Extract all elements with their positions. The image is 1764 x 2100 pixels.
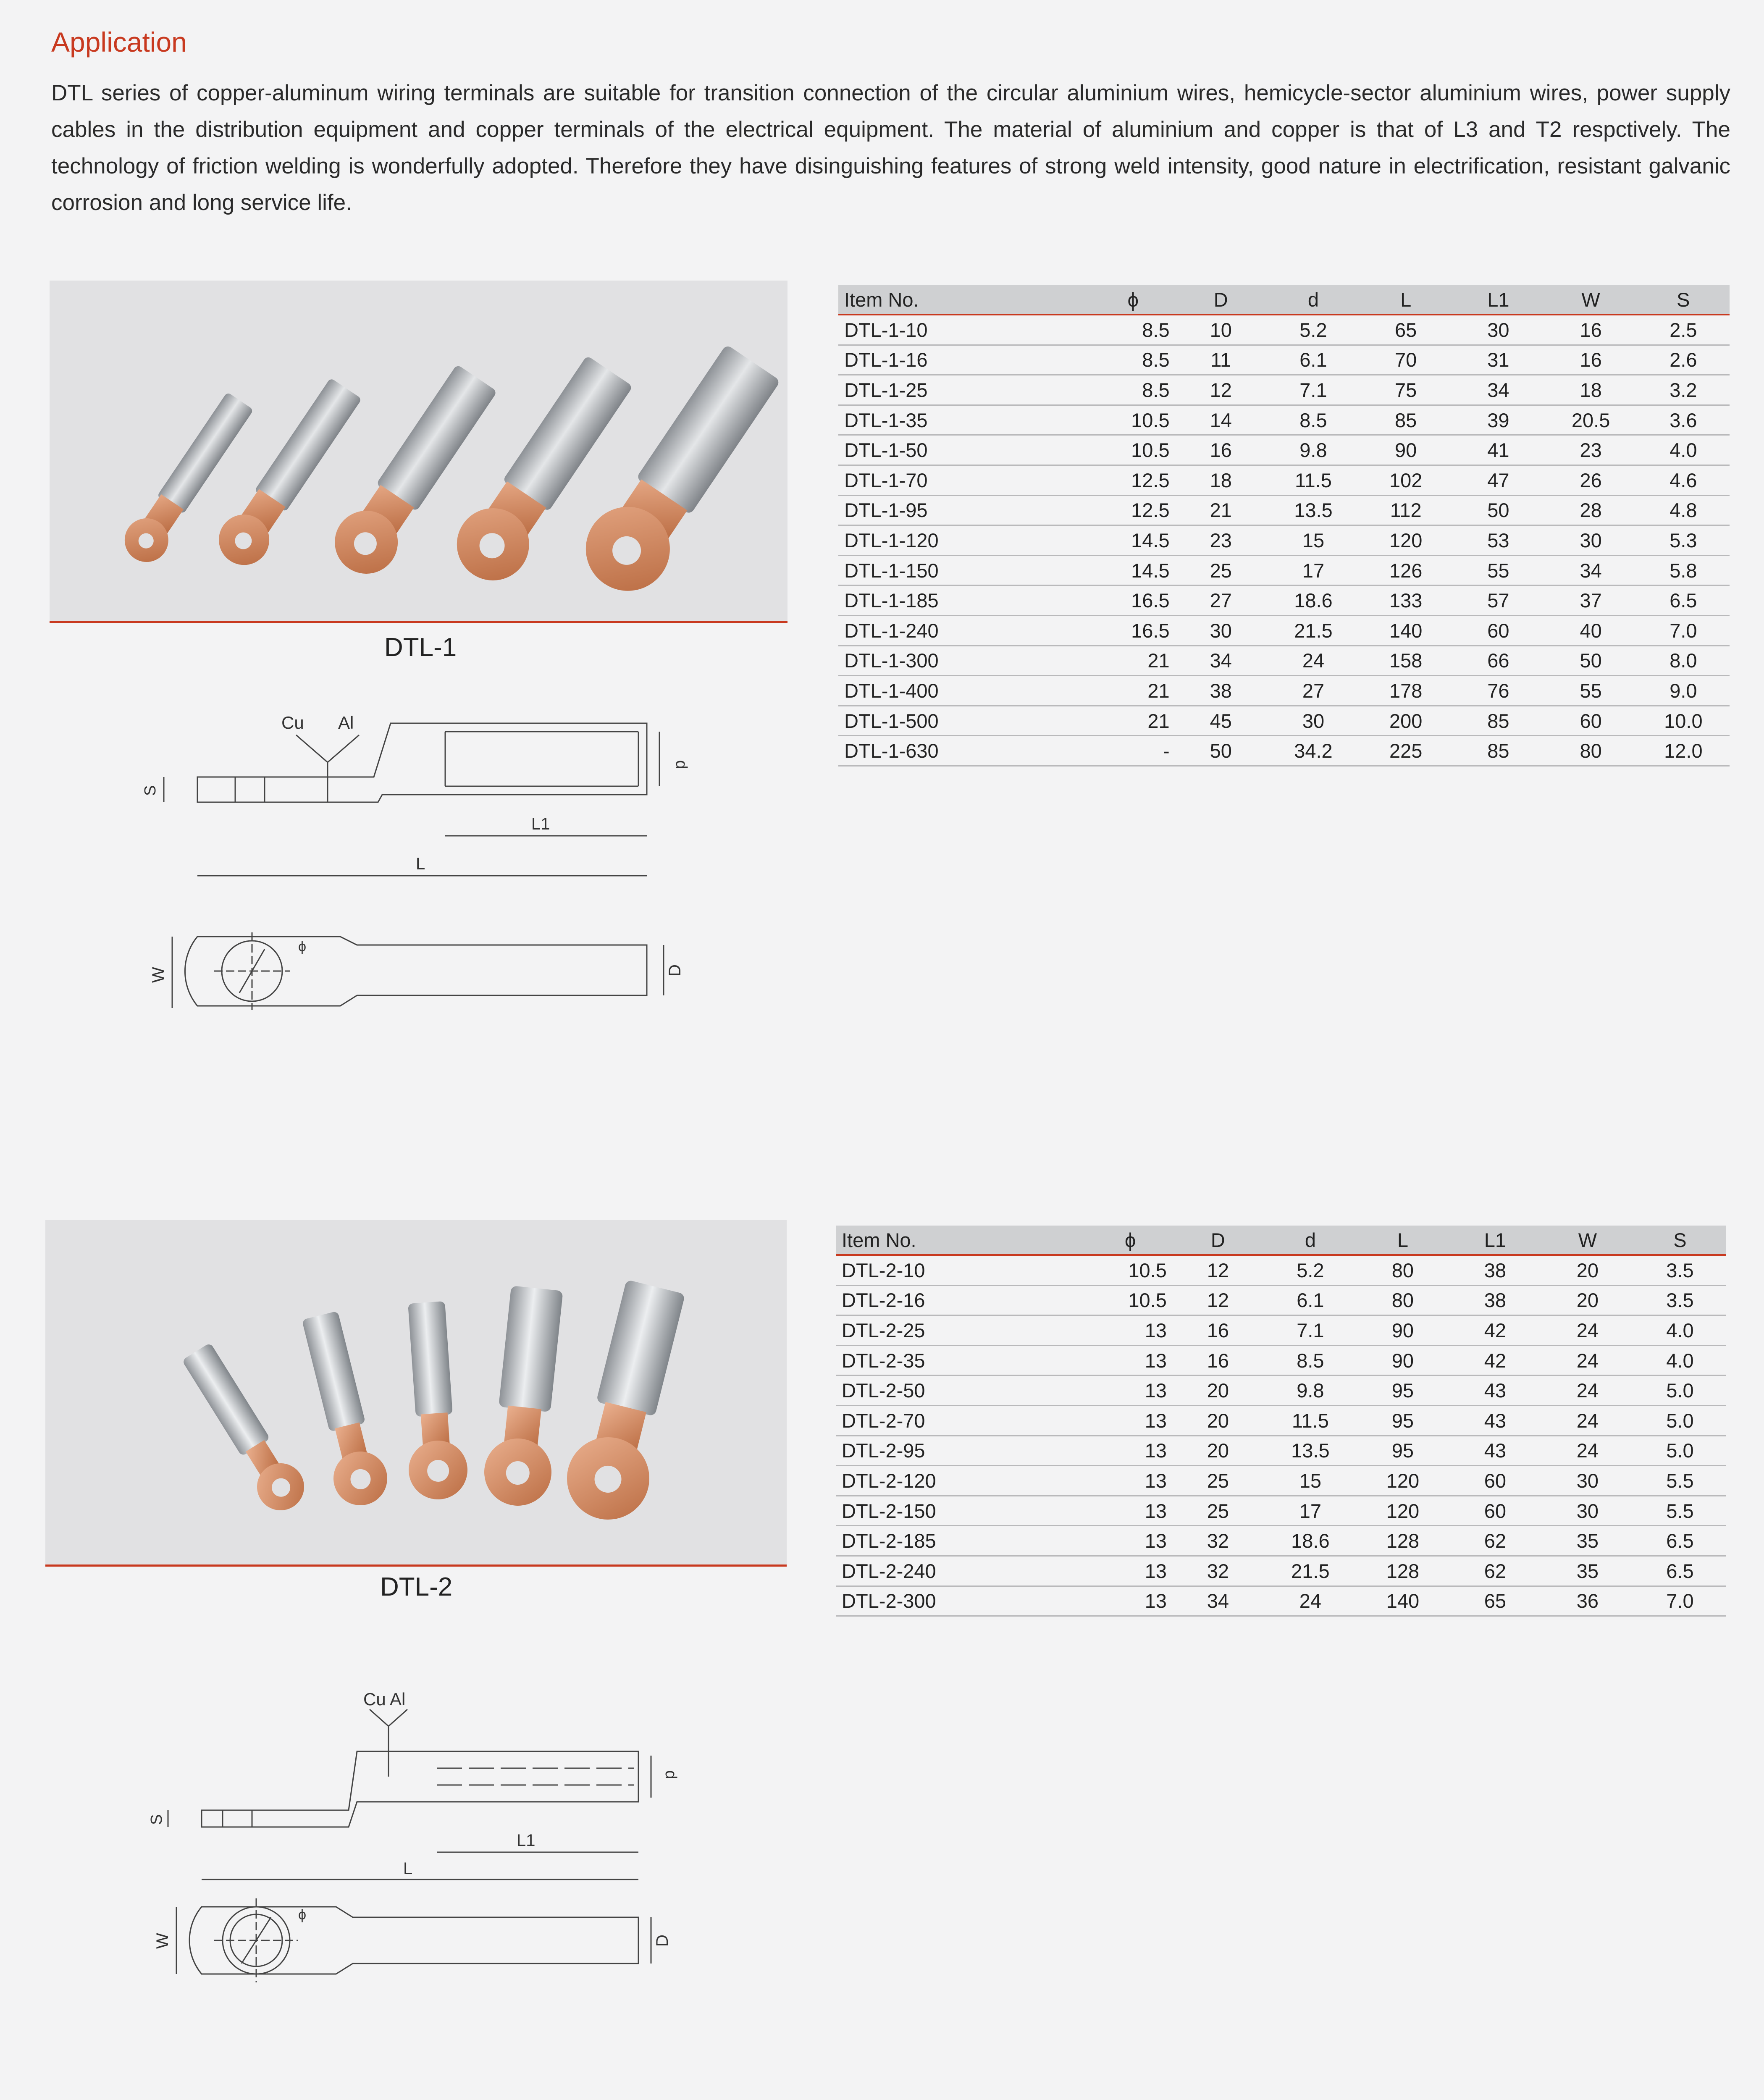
table-row xyxy=(838,315,1730,345)
cell-d: 5.2 xyxy=(1264,1255,1357,1285)
cell-d: 15 xyxy=(1267,525,1360,556)
cell-item-no: DTL-1-400 xyxy=(838,676,1092,706)
cell-d: 34.2 xyxy=(1267,736,1360,766)
table-row xyxy=(838,375,1730,405)
cell-W: 23 xyxy=(1545,435,1637,465)
cell-W: 20 xyxy=(1541,1255,1634,1285)
cell-phi: 8.5 xyxy=(1092,375,1175,405)
table-row xyxy=(838,555,1730,585)
cell-L1: 43 xyxy=(1449,1436,1541,1466)
table-row xyxy=(838,405,1730,435)
table-row xyxy=(838,585,1730,616)
dtl2-w-label: W xyxy=(153,1933,172,1949)
cell-S: 12.0 xyxy=(1637,736,1730,766)
dtl1-s-label: S xyxy=(142,785,159,796)
cell-phi: 21 xyxy=(1092,646,1175,676)
cell-D: 25 xyxy=(1172,1466,1264,1496)
cell-S: 4.8 xyxy=(1637,495,1730,525)
col-S: S xyxy=(1634,1226,1726,1255)
cell-W: 24 xyxy=(1541,1345,1634,1376)
cell-L1: 55 xyxy=(1452,555,1544,585)
cell-W: 60 xyxy=(1545,706,1637,736)
dtl2-d-label: d xyxy=(662,1770,680,1780)
cell-L: 120 xyxy=(1360,525,1452,556)
dtl2-table-body xyxy=(836,1255,1726,1616)
cell-L1: 62 xyxy=(1449,1526,1541,1556)
col-d: d xyxy=(1267,285,1360,315)
col-item-no: Item No. xyxy=(836,1226,1089,1255)
cell-L: 133 xyxy=(1360,585,1452,616)
cell-L: 120 xyxy=(1357,1466,1449,1496)
cell-L1: 66 xyxy=(1452,646,1544,676)
table-row xyxy=(838,525,1730,556)
cell-D: 20 xyxy=(1172,1436,1264,1466)
dtl1-phi-label: ϕ xyxy=(298,939,307,955)
cell-L: 90 xyxy=(1357,1345,1449,1376)
cell-L1: 47 xyxy=(1452,465,1544,495)
cell-phi: 16.5 xyxy=(1092,585,1175,616)
cell-item-no: DTL-2-16 xyxy=(836,1285,1089,1315)
cell-S: 5.0 xyxy=(1634,1405,1726,1436)
table-row xyxy=(838,706,1730,736)
col-phi: ϕ xyxy=(1089,1226,1171,1255)
cell-L: 95 xyxy=(1357,1436,1449,1466)
cell-L1: 85 xyxy=(1452,706,1544,736)
col-phi: ϕ xyxy=(1092,285,1175,315)
cell-S: 7.0 xyxy=(1637,615,1730,646)
table-row xyxy=(836,1255,1726,1285)
cell-D: 25 xyxy=(1175,555,1267,585)
cell-d: 17 xyxy=(1267,555,1360,585)
cell-d: 9.8 xyxy=(1267,435,1360,465)
dtl2-spec-table xyxy=(836,1226,1726,1617)
cell-phi: 21 xyxy=(1092,676,1175,706)
cell-phi: - xyxy=(1092,736,1175,766)
table-row xyxy=(838,495,1730,525)
cell-S: 10.0 xyxy=(1637,706,1730,736)
dtl2-lug-4 xyxy=(481,1285,570,1509)
cell-L: 126 xyxy=(1360,555,1452,585)
cell-item-no: DTL-2-185 xyxy=(836,1526,1089,1556)
cell-L1: 30 xyxy=(1452,315,1544,345)
cell-d: 11.5 xyxy=(1267,465,1360,495)
cell-item-no: DTL-1-150 xyxy=(838,555,1092,585)
cell-item-no: DTL-1-240 xyxy=(838,615,1092,646)
cell-L: 95 xyxy=(1357,1405,1449,1436)
cell-d: 8.5 xyxy=(1267,405,1360,435)
cell-phi: 10.5 xyxy=(1092,405,1175,435)
table-row xyxy=(836,1405,1726,1436)
cell-phi: 13 xyxy=(1089,1345,1171,1376)
table-row xyxy=(836,1526,1726,1556)
table-row xyxy=(836,1345,1726,1376)
dtl1-spec-table xyxy=(838,285,1730,766)
cell-L1: 38 xyxy=(1449,1255,1541,1285)
cell-S: 3.6 xyxy=(1637,405,1730,435)
cell-D: 11 xyxy=(1175,345,1267,375)
cell-S: 9.0 xyxy=(1637,676,1730,706)
cell-S: 4.0 xyxy=(1634,1345,1726,1376)
cell-item-no: DTL-2-95 xyxy=(836,1436,1089,1466)
intro-paragraph: DTL series of copper-aluminum wiring terminals are suitable for transition connection of the circular aluminium wires, hemicycle-sector aluminium wires, power supply cables in the distribution equipment and copper terminals of the electrical equipment. The material of aluminium and copper is that of L3 and T2 respctively. The technology of friction welding is wonderfully adopted. Therefore they have disinguishing features of strong weld intensity, good nature in electrification, resistant galvanic corrosion and long service life. xyxy=(51,81,1730,215)
cell-D: 12 xyxy=(1172,1255,1264,1285)
dtl2-s-label: S xyxy=(148,1814,165,1825)
cell-d: 5.2 xyxy=(1267,315,1360,345)
cell-W: 80 xyxy=(1545,736,1637,766)
dtl2-dd-label: D xyxy=(653,1935,672,1947)
cell-d: 13.5 xyxy=(1267,495,1360,525)
cell-phi: 14.5 xyxy=(1092,525,1175,556)
cell-item-no: DTL-2-25 xyxy=(836,1315,1089,1346)
cell-item-no: DTL-2-35 xyxy=(836,1345,1089,1376)
cell-L1: 43 xyxy=(1449,1405,1541,1436)
cell-L: 75 xyxy=(1360,375,1452,405)
dtl2-lug-3 xyxy=(397,1300,469,1502)
cell-S: 6.5 xyxy=(1634,1556,1726,1586)
cell-phi: 14.5 xyxy=(1092,555,1175,585)
cell-L1: 76 xyxy=(1452,676,1544,706)
cell-W: 26 xyxy=(1545,465,1637,495)
dtl2-table-header xyxy=(836,1226,1726,1255)
cell-phi: 13 xyxy=(1089,1405,1171,1436)
dtl2-lug-2 xyxy=(294,1309,393,1511)
cell-S: 4.6 xyxy=(1637,465,1730,495)
table-row xyxy=(836,1556,1726,1586)
cell-D: 21 xyxy=(1175,495,1267,525)
cell-phi: 21 xyxy=(1092,706,1175,736)
dtl2-lug-5 xyxy=(558,1277,696,1528)
cell-item-no: DTL-1-120 xyxy=(838,525,1092,556)
dtl2-title: DTL-2 xyxy=(380,1572,453,1601)
dtl2-technical-drawing xyxy=(143,1680,706,1999)
table-row xyxy=(836,1285,1726,1315)
cell-D: 38 xyxy=(1175,676,1267,706)
dtl1-photo-underline xyxy=(50,621,788,623)
table-row xyxy=(838,646,1730,676)
cell-item-no: DTL-2-10 xyxy=(836,1255,1089,1285)
cell-item-no: DTL-1-630 xyxy=(838,736,1092,766)
col-L1: L1 xyxy=(1449,1226,1541,1255)
cell-W: 28 xyxy=(1545,495,1637,525)
cell-W: 24 xyxy=(1541,1405,1634,1436)
table-row xyxy=(836,1436,1726,1466)
table-row xyxy=(836,1376,1726,1406)
cell-D: 16 xyxy=(1172,1315,1264,1346)
table-row xyxy=(838,676,1730,706)
cell-item-no: DTL-2-70 xyxy=(836,1405,1089,1436)
cell-L: 85 xyxy=(1360,405,1452,435)
cell-L: 112 xyxy=(1360,495,1452,525)
cell-L1: 41 xyxy=(1452,435,1544,465)
cell-W: 35 xyxy=(1541,1526,1634,1556)
cell-phi: 10.5 xyxy=(1089,1285,1171,1315)
dtl2-terminals-illustration xyxy=(45,1220,787,1567)
cell-S: 7.0 xyxy=(1634,1586,1726,1616)
cell-d: 15 xyxy=(1264,1466,1357,1496)
cell-L: 178 xyxy=(1360,676,1452,706)
dtl1-terminals-illustration xyxy=(50,281,788,623)
cell-W: 35 xyxy=(1541,1556,1634,1586)
dtl1-cu-label: Cu xyxy=(281,713,304,732)
cell-S: 3.5 xyxy=(1634,1255,1726,1285)
cell-phi: 13 xyxy=(1089,1526,1171,1556)
dtl1-l1-label: L1 xyxy=(531,815,550,833)
cell-D: 16 xyxy=(1175,435,1267,465)
cell-W: 20 xyxy=(1541,1285,1634,1315)
cell-W: 50 xyxy=(1545,646,1637,676)
cell-W: 24 xyxy=(1541,1436,1634,1466)
cell-D: 14 xyxy=(1175,405,1267,435)
cell-W: 36 xyxy=(1541,1586,1634,1616)
cell-S: 5.5 xyxy=(1634,1496,1726,1526)
cell-W: 55 xyxy=(1545,676,1637,706)
dtl1-d-label: d xyxy=(672,760,690,769)
dtl2-cu-al-label: Cu Al xyxy=(363,1689,406,1709)
cell-item-no: DTL-2-300 xyxy=(836,1586,1089,1616)
cell-d: 21.5 xyxy=(1264,1556,1357,1586)
cell-L: 128 xyxy=(1357,1556,1449,1586)
cell-L1: 60 xyxy=(1452,615,1544,646)
cell-item-no: DTL-1-16 xyxy=(838,345,1092,375)
table-row xyxy=(836,1466,1726,1496)
cell-S: 3.5 xyxy=(1634,1285,1726,1315)
cell-W: 16 xyxy=(1545,315,1637,345)
cell-L: 102 xyxy=(1360,465,1452,495)
cell-item-no: DTL-1-50 xyxy=(838,435,1092,465)
cell-L1: 43 xyxy=(1449,1376,1541,1406)
cell-d: 17 xyxy=(1264,1496,1357,1526)
table-row xyxy=(838,435,1730,465)
dtl2-l-label: L xyxy=(403,1859,413,1878)
col-d: d xyxy=(1264,1226,1357,1255)
cell-d: 21.5 xyxy=(1267,615,1360,646)
dtl1-table-body xyxy=(838,315,1730,766)
cell-D: 32 xyxy=(1172,1526,1264,1556)
cell-d: 18.6 xyxy=(1267,585,1360,616)
cell-D: 18 xyxy=(1175,465,1267,495)
cell-L1: 60 xyxy=(1449,1466,1541,1496)
cell-phi: 13 xyxy=(1089,1496,1171,1526)
table-row xyxy=(836,1496,1726,1526)
cell-D: 25 xyxy=(1172,1496,1264,1526)
table-row xyxy=(836,1586,1726,1616)
cell-S: 5.5 xyxy=(1634,1466,1726,1496)
cell-d: 24 xyxy=(1264,1586,1357,1616)
cell-L: 95 xyxy=(1357,1376,1449,1406)
cell-W: 30 xyxy=(1541,1466,1634,1496)
cell-D: 12 xyxy=(1175,375,1267,405)
cell-item-no: DTL-1-25 xyxy=(838,375,1092,405)
cell-L: 80 xyxy=(1357,1285,1449,1315)
cell-W: 20.5 xyxy=(1545,405,1637,435)
col-L: L xyxy=(1357,1226,1449,1255)
cell-L1: 53 xyxy=(1452,525,1544,556)
cell-W: 40 xyxy=(1545,615,1637,646)
cell-phi: 13 xyxy=(1089,1376,1171,1406)
cell-S: 2.6 xyxy=(1637,345,1730,375)
cell-W: 18 xyxy=(1545,375,1637,405)
cell-phi: 13 xyxy=(1089,1586,1171,1616)
dtl1-technical-drawing xyxy=(139,697,701,1075)
cell-L: 90 xyxy=(1357,1315,1449,1346)
col-W: W xyxy=(1541,1226,1634,1255)
dtl1-dd-label: D xyxy=(666,964,684,976)
cell-L: 140 xyxy=(1357,1586,1449,1616)
cell-L: 225 xyxy=(1360,736,1452,766)
cell-L1: 65 xyxy=(1449,1586,1541,1616)
cell-D: 45 xyxy=(1175,706,1267,736)
cell-S: 3.2 xyxy=(1637,375,1730,405)
cell-d: 24 xyxy=(1267,646,1360,676)
cell-S: 5.0 xyxy=(1634,1436,1726,1466)
cell-d: 13.5 xyxy=(1264,1436,1357,1466)
cell-D: 30 xyxy=(1175,615,1267,646)
cell-item-no: DTL-1-70 xyxy=(838,465,1092,495)
cell-item-no: DTL-1-35 xyxy=(838,405,1092,435)
dtl2-product-photo xyxy=(45,1220,787,1567)
cell-W: 30 xyxy=(1545,525,1637,556)
cell-phi: 10.5 xyxy=(1089,1255,1171,1285)
cell-S: 5.3 xyxy=(1637,525,1730,556)
cell-item-no: DTL-2-50 xyxy=(836,1376,1089,1406)
col-L1: L1 xyxy=(1452,285,1544,315)
cell-L: 70 xyxy=(1360,345,1452,375)
cell-W: 16 xyxy=(1545,345,1637,375)
cell-S: 6.5 xyxy=(1637,585,1730,616)
cell-W: 34 xyxy=(1545,555,1637,585)
dtl1-w-label: W xyxy=(149,967,168,983)
dtl1-al-label: Al xyxy=(338,713,354,732)
cell-phi: 12.5 xyxy=(1092,465,1175,495)
cell-phi: 8.5 xyxy=(1092,315,1175,345)
cell-S: 4.0 xyxy=(1634,1315,1726,1346)
cell-L1: 42 xyxy=(1449,1345,1541,1376)
col-L: L xyxy=(1360,285,1452,315)
dtl1-product-photo xyxy=(50,281,788,623)
cell-L1: 57 xyxy=(1452,585,1544,616)
cell-W: 37 xyxy=(1545,585,1637,616)
dtl2-l1-label: L1 xyxy=(517,1831,536,1850)
cell-phi: 13 xyxy=(1089,1315,1171,1346)
cell-D: 27 xyxy=(1175,585,1267,616)
cell-d: 7.1 xyxy=(1264,1315,1357,1346)
cell-L1: 62 xyxy=(1449,1556,1541,1586)
cell-W: 24 xyxy=(1541,1376,1634,1406)
cell-d: 11.5 xyxy=(1264,1405,1357,1436)
dtl2-lug-1 xyxy=(176,1339,313,1519)
cell-d: 27 xyxy=(1267,676,1360,706)
cell-S: 4.0 xyxy=(1637,435,1730,465)
cell-L1: 50 xyxy=(1452,495,1544,525)
cell-W: 30 xyxy=(1541,1496,1634,1526)
cell-phi: 13 xyxy=(1089,1466,1171,1496)
col-item-no: Item No. xyxy=(838,285,1092,315)
cell-S: 6.5 xyxy=(1634,1526,1726,1556)
cell-D: 32 xyxy=(1172,1556,1264,1586)
cell-item-no: DTL-1-300 xyxy=(838,646,1092,676)
cell-L1: 60 xyxy=(1449,1496,1541,1526)
cell-L: 140 xyxy=(1360,615,1452,646)
cell-D: 34 xyxy=(1175,646,1267,676)
col-W: W xyxy=(1545,285,1637,315)
cell-d: 6.1 xyxy=(1264,1285,1357,1315)
cell-phi: 10.5 xyxy=(1092,435,1175,465)
cell-item-no: DTL-2-240 xyxy=(836,1556,1089,1586)
table-row xyxy=(838,345,1730,375)
cell-D: 10 xyxy=(1175,315,1267,345)
cell-d: 7.1 xyxy=(1267,375,1360,405)
cell-d: 18.6 xyxy=(1264,1526,1357,1556)
cell-L: 200 xyxy=(1360,706,1452,736)
cell-W: 24 xyxy=(1541,1315,1634,1346)
col-D: D xyxy=(1175,285,1267,315)
table-row xyxy=(838,615,1730,646)
cell-L1: 85 xyxy=(1452,736,1544,766)
cell-L1: 34 xyxy=(1452,375,1544,405)
cell-S: 5.0 xyxy=(1634,1376,1726,1406)
cell-phi: 8.5 xyxy=(1092,345,1175,375)
cell-S: 5.8 xyxy=(1637,555,1730,585)
cell-L1: 38 xyxy=(1449,1285,1541,1315)
cell-item-no: DTL-1-95 xyxy=(838,495,1092,525)
dtl2-photo-underline xyxy=(45,1564,787,1567)
cell-L: 120 xyxy=(1357,1496,1449,1526)
cell-d: 9.8 xyxy=(1264,1376,1357,1406)
cell-D: 20 xyxy=(1172,1405,1264,1436)
cell-D: 20 xyxy=(1172,1376,1264,1406)
col-D: D xyxy=(1172,1226,1264,1255)
cell-item-no: DTL-1-500 xyxy=(838,706,1092,736)
cell-item-no: DTL-2-120 xyxy=(836,1466,1089,1496)
cell-d: 6.1 xyxy=(1267,345,1360,375)
cell-L1: 39 xyxy=(1452,405,1544,435)
dtl1-table-header xyxy=(838,285,1730,315)
cell-item-no: DTL-2-150 xyxy=(836,1496,1089,1526)
cell-D: 50 xyxy=(1175,736,1267,766)
cell-L1: 42 xyxy=(1449,1315,1541,1346)
cell-item-no: DTL-1-10 xyxy=(838,315,1092,345)
table-row xyxy=(838,736,1730,766)
cell-L: 158 xyxy=(1360,646,1452,676)
cell-L: 65 xyxy=(1360,315,1452,345)
cell-S: 8.0 xyxy=(1637,646,1730,676)
cell-L1: 31 xyxy=(1452,345,1544,375)
cell-d: 8.5 xyxy=(1264,1345,1357,1376)
table-row xyxy=(838,465,1730,495)
cell-phi: 13 xyxy=(1089,1436,1171,1466)
cell-D: 34 xyxy=(1172,1586,1264,1616)
table-row xyxy=(836,1315,1726,1346)
section-title: Application xyxy=(51,26,187,58)
cell-L: 128 xyxy=(1357,1526,1449,1556)
cell-phi: 12.5 xyxy=(1092,495,1175,525)
cell-phi: 16.5 xyxy=(1092,615,1175,646)
cell-L: 90 xyxy=(1360,435,1452,465)
dtl1-title: DTL-1 xyxy=(384,633,457,662)
cell-D: 23 xyxy=(1175,525,1267,556)
cell-D: 12 xyxy=(1172,1285,1264,1315)
cell-item-no: DTL-1-185 xyxy=(838,585,1092,616)
cell-L: 80 xyxy=(1357,1255,1449,1285)
cell-phi: 13 xyxy=(1089,1556,1171,1586)
dtl2-phi-label: ϕ xyxy=(298,1907,307,1923)
col-S: S xyxy=(1637,285,1730,315)
cell-d: 30 xyxy=(1267,706,1360,736)
cell-D: 16 xyxy=(1172,1345,1264,1376)
dtl1-l-label: L xyxy=(416,855,425,873)
cell-S: 2.5 xyxy=(1637,315,1730,345)
